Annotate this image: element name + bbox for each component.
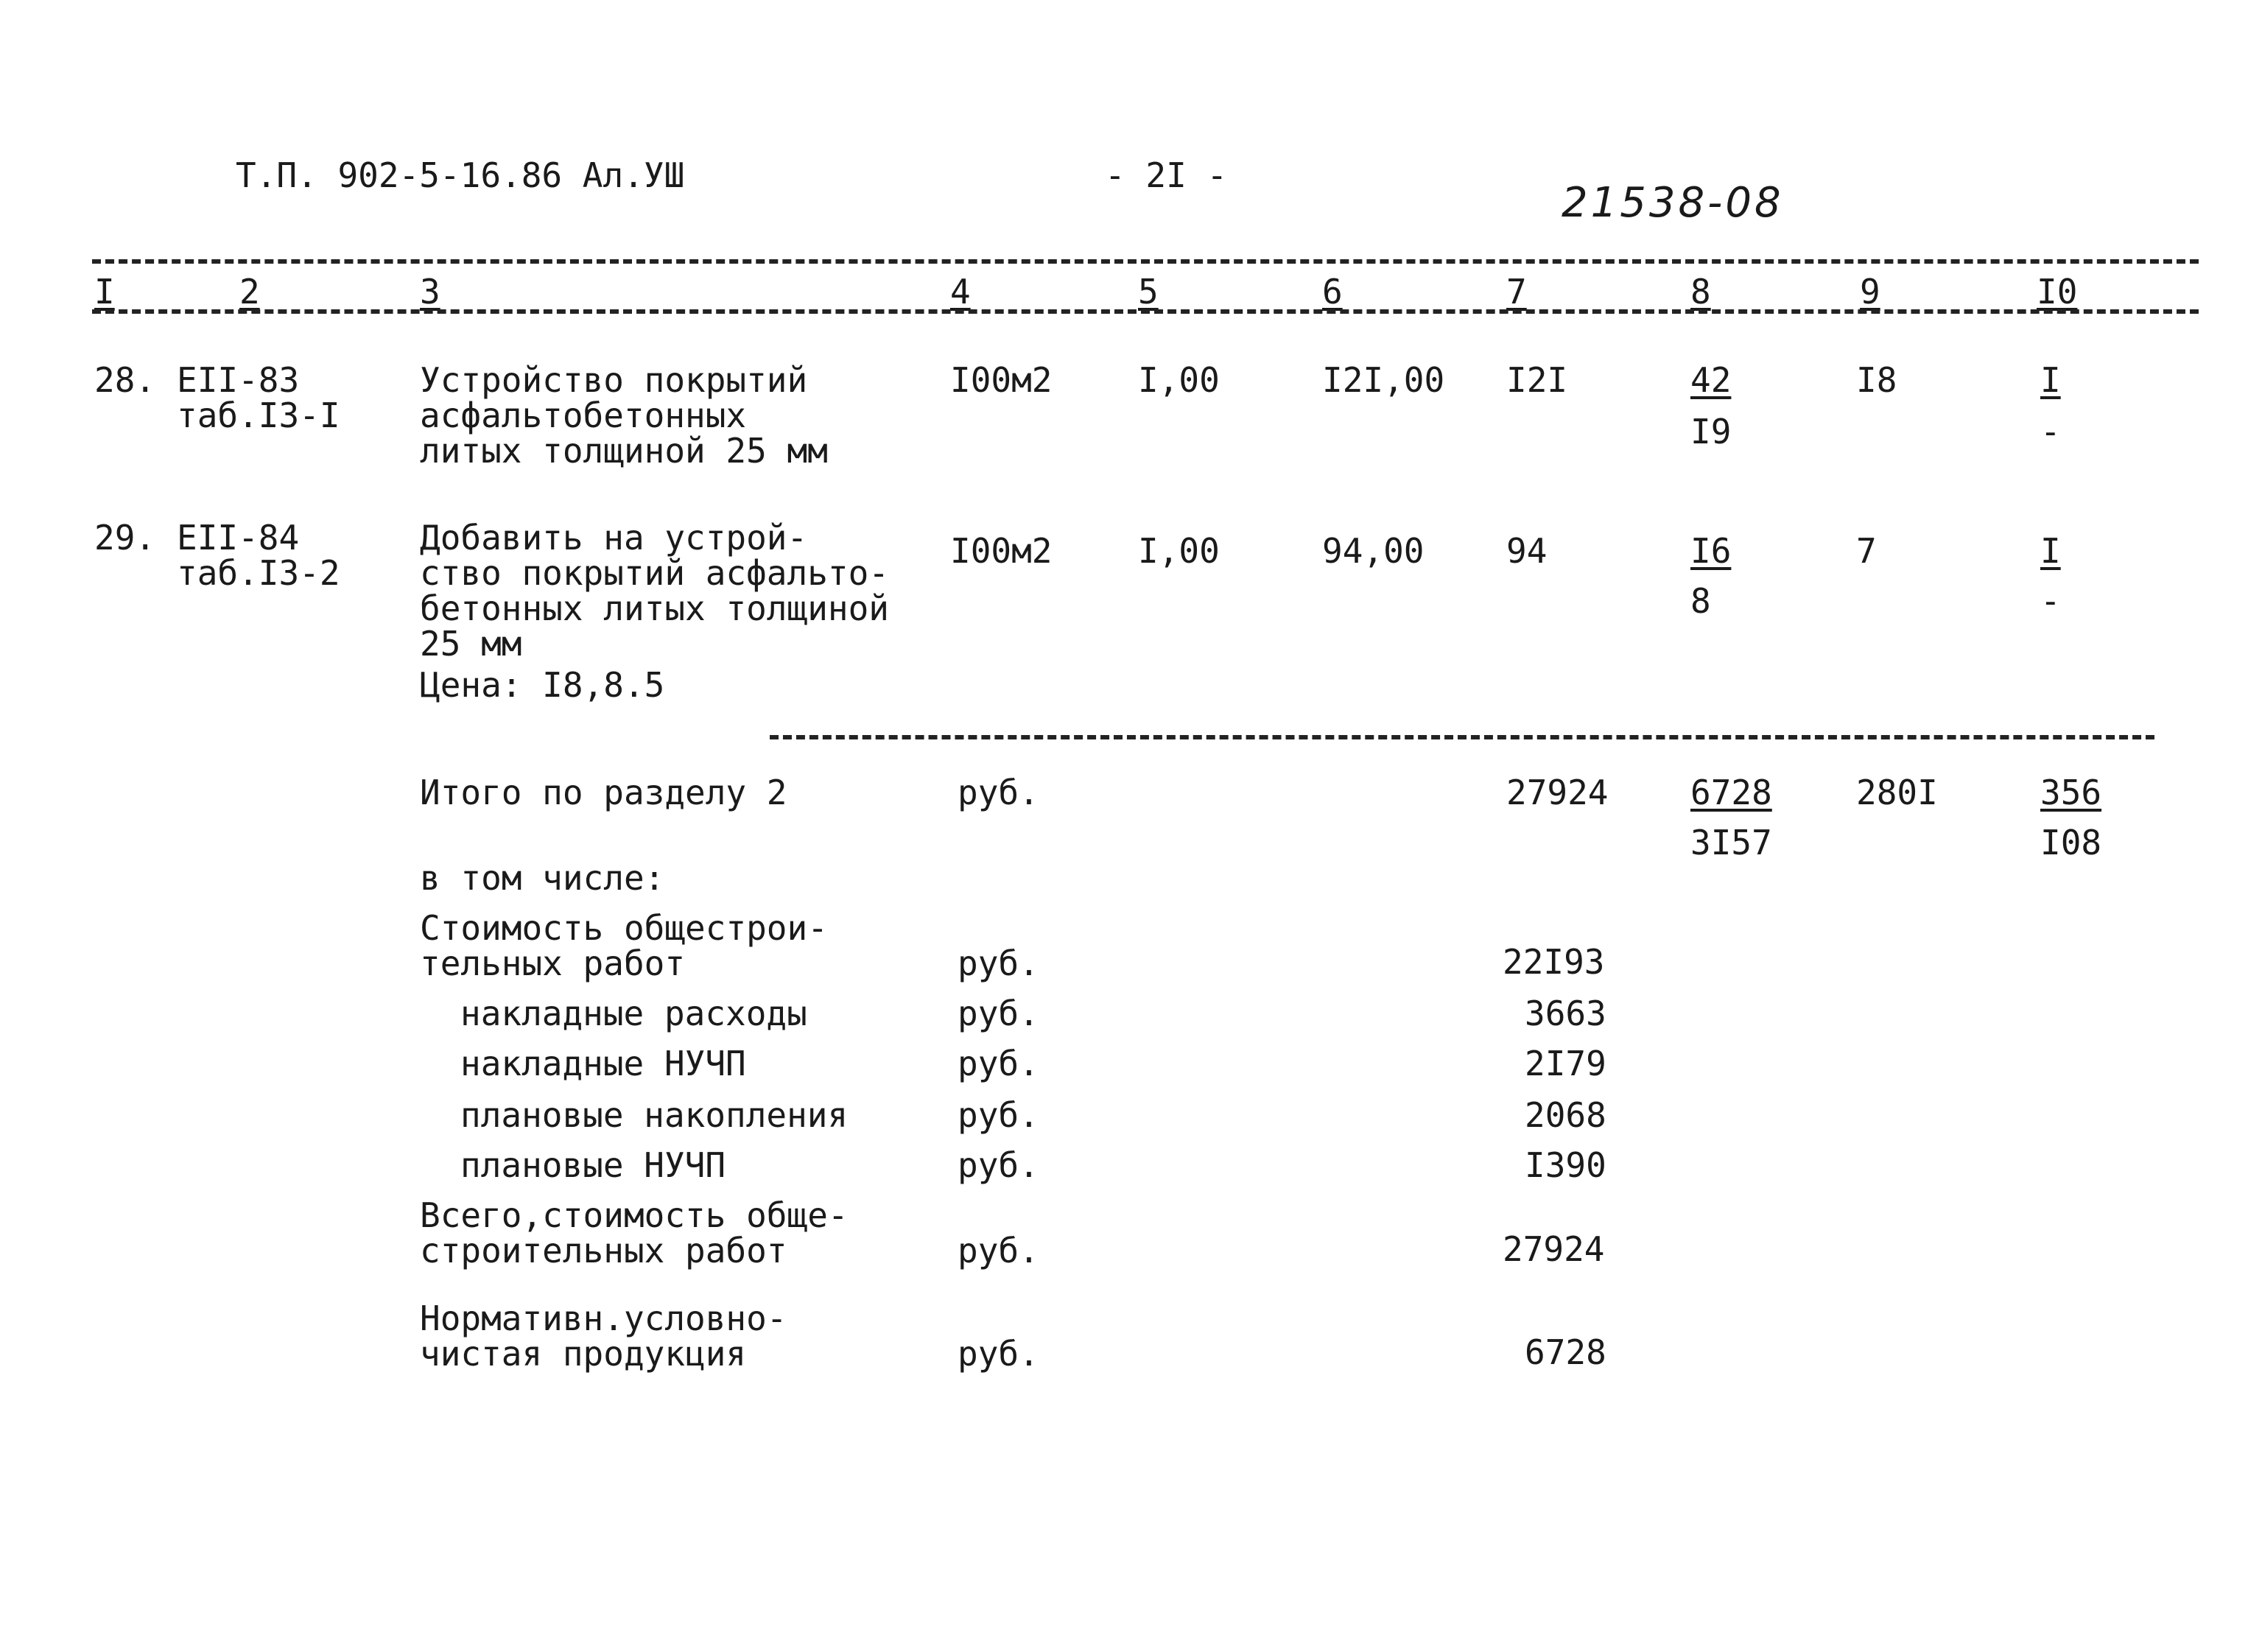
summary-line-unit: руб. bbox=[958, 1334, 1039, 1374]
col10-bottom: - bbox=[2040, 581, 2061, 621]
summary-line-unit: руб. bbox=[958, 1145, 1039, 1185]
price-note: Цена: I8,8.5 bbox=[420, 665, 665, 705]
section-col8-top: 6728 bbox=[1690, 773, 1772, 812]
summary-line-value: 22I93 bbox=[1503, 942, 1605, 982]
summary-line-unit: руб. bbox=[958, 994, 1039, 1033]
summary-line-unit: руб. bbox=[958, 1231, 1039, 1270]
summary-line-label: плановые накопления bbox=[460, 1095, 849, 1135]
work-description: Добавить на устрой- ство покрытий асфальто- бетонных литых толщиной 25 мм bbox=[420, 518, 889, 664]
column-number-2: 2 bbox=[239, 272, 260, 312]
col9-value: 7 bbox=[1856, 531, 1877, 571]
column-number-7: 7 bbox=[1506, 272, 1527, 312]
summary-line-value: 3663 bbox=[1525, 994, 1606, 1033]
unit-price: 94,00 bbox=[1322, 531, 1425, 571]
column-number-10: I0 bbox=[2037, 272, 2078, 312]
col10-top: I bbox=[2040, 360, 2061, 400]
col9-value: I8 bbox=[1856, 360, 1897, 400]
rate-code: EII-84 таб.I3-2 bbox=[177, 518, 340, 593]
including-label: в том числе: bbox=[420, 858, 665, 898]
col8-top: 42 bbox=[1690, 360, 1732, 400]
col10-top: I bbox=[2040, 531, 2061, 571]
page-number: - 2I - bbox=[1105, 155, 1228, 195]
quantity: I,00 bbox=[1138, 531, 1220, 571]
summary-line-label: плановые НУЧП bbox=[460, 1145, 726, 1185]
rate-code: EII-83 таб.I3-I bbox=[177, 360, 340, 435]
summary-line-value: 2I79 bbox=[1525, 1044, 1606, 1083]
column-number-9: 9 bbox=[1860, 272, 1880, 312]
col8-top: I6 bbox=[1690, 531, 1732, 571]
section-total-unit: руб. bbox=[958, 773, 1039, 812]
summary-line-unit: руб. bbox=[958, 943, 1039, 983]
handwritten-code: 21538-08 bbox=[1562, 179, 1784, 227]
row-number: 29. bbox=[94, 518, 156, 558]
summary-line-unit: руб. bbox=[958, 1044, 1039, 1083]
summary-line-label: Стоимость общестрои- тельных работ bbox=[420, 908, 828, 983]
column-number-4: 4 bbox=[950, 272, 971, 312]
column-number-8: 8 bbox=[1690, 272, 1711, 312]
summary-line-value: 2068 bbox=[1525, 1095, 1606, 1135]
summary-line-unit: руб. bbox=[958, 1095, 1039, 1135]
summary-line-value: 27924 bbox=[1503, 1229, 1605, 1269]
section-col10-top: 356 bbox=[2040, 773, 2102, 812]
summary-line-label: Нормативн.условно- чистая продукция bbox=[420, 1298, 787, 1374]
row-number: 28. bbox=[94, 360, 156, 400]
total-cost: I2I bbox=[1506, 360, 1568, 400]
section-total-label: Итого по разделу 2 bbox=[420, 773, 787, 812]
column-number-6: 6 bbox=[1322, 272, 1343, 312]
unit: I00м2 bbox=[950, 360, 1053, 400]
summary-line-value: I390 bbox=[1525, 1145, 1606, 1185]
column-number-1: I bbox=[94, 272, 115, 312]
document-reference: Т.П. 902-5-16.86 Ал.УШ bbox=[236, 155, 685, 195]
summary-line-label: накладные расходы bbox=[460, 994, 807, 1033]
summary-line-label: Всего,стоимость обще- строительных работ bbox=[420, 1195, 849, 1270]
column-header-divider bbox=[92, 309, 2199, 314]
col8-bottom: 8 bbox=[1690, 581, 1711, 621]
column-number-3: 3 bbox=[420, 272, 440, 312]
header-top-divider bbox=[92, 259, 2199, 264]
col8-bottom: I9 bbox=[1690, 412, 1732, 451]
quantity: I,00 bbox=[1138, 360, 1220, 400]
section-col8-bottom: 3I57 bbox=[1690, 823, 1772, 862]
unit-price: I2I,00 bbox=[1322, 360, 1445, 400]
col10-bottom: - bbox=[2040, 412, 2061, 451]
work-description: Устройство покрытий асфальтобетонных литых толщиной 25 мм bbox=[420, 360, 828, 471]
summary-divider bbox=[770, 735, 2154, 739]
section-total-value: 27924 bbox=[1506, 773, 1609, 812]
total-cost: 94 bbox=[1506, 531, 1548, 571]
section-col9-value: 280I bbox=[1856, 773, 1938, 812]
section-col10-bottom: I08 bbox=[2040, 823, 2102, 862]
unit: I00м2 bbox=[950, 531, 1053, 571]
summary-line-label: накладные НУЧП bbox=[460, 1044, 746, 1083]
column-number-5: 5 bbox=[1138, 272, 1159, 312]
summary-line-value: 6728 bbox=[1525, 1332, 1606, 1372]
